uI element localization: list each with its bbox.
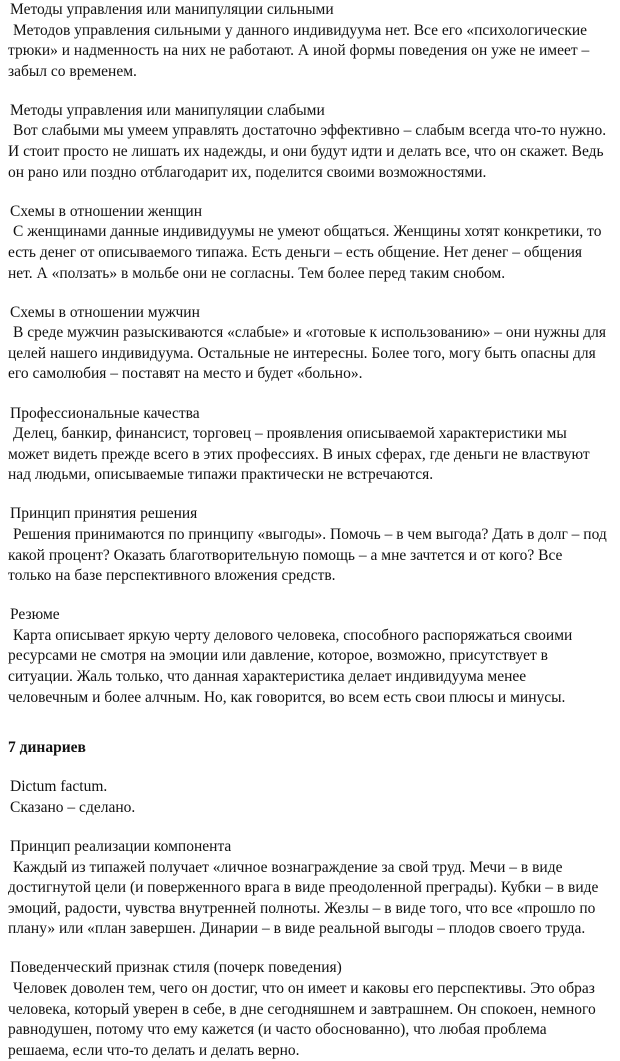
section-heading: Схемы в отношении женщин: [10, 202, 203, 220]
section-heading: Поведенческий признак стиля (почерк поведения): [10, 959, 342, 977]
section-heading: Методы управления или манипуляции слабыми: [10, 101, 325, 119]
section-paragraph: Карта описывает яркую черту делового человека, способного распоряжаться своими ресурсами не смотря на эмоции или давление, которое, возможно, присутствует в ситуации. Жаль только, что данная характеристика делает индивидуума менее человечным и более алчным. Но, как говорится, во всем есть свои плюсы и минусы.: [8, 626, 573, 706]
section-heading: Профессиональные качества: [10, 404, 200, 422]
section-summary: [0, 605, 620, 708]
section-paragraph: Делец, банкир, финансист, торговец – проявления описываемой характеристики мы может видеть прежде всего в этих профессиях. В иных сферах, где деньги не властвуют над людьми, описываемые типажи практически не встречаются.: [8, 425, 590, 484]
section-decision: [0, 504, 620, 586]
section-paragraph: Решения принимаются по принципу «выгоды». Помочь – в чем выгода? Дать в долг – под какой процент? Оказать благотворительную помощь – а мне зачтется и от кого? Все только на базе перспективного вложения средств.: [8, 525, 607, 585]
section-heading: Резюме: [10, 606, 60, 624]
chapter-title: 7 динариев: [8, 739, 86, 757]
section-paragraph: В среде мужчин разыскиваются «слабые» и «готовые к использованию» – они нужны для целей нашего индивидуума. Остальные не интересны. Более того, могу быть опасны для его самолюбия – поставят на место и будет «больно».: [8, 324, 606, 383]
section-paragraph: С женщинами данные индивидуумы не умеют общаться. Женщины хотят конкретики, то есть денег от описываемого типажа. Есть деньги – есть общение. Нет денег – общения нет. А «ползать» в мольбе они не согласны. Тем более перед таким снобом.: [8, 223, 602, 282]
motto-russian: Сказано – сделано.: [10, 798, 136, 816]
section-manipulating-strong: [0, 0, 620, 82]
section-realization-principle: [0, 837, 620, 940]
section-paragraph: Вот слабыми мы умеем управлять достаточно эффективно – слабым всегда что-то нужно. И стоит просто не лишать их надежды, и они будут идти и делать все, что он скажет. Ведь он рано или поздно отблагодарит их, поделится своими возможностями.: [8, 122, 607, 181]
section-heading: Методы управления или манипуляции сильными: [10, 1, 334, 18]
section-behavior-style: [0, 958, 620, 1061]
section-heading: Принцип реализации компонента: [10, 838, 232, 855]
section-professional: [0, 404, 620, 486]
section-paragraph: Каждый из типажей получает «личное вознаграждение за свой труд. Мечи – в виде достигнутой цели (и поверженного врага в виде преодоленной преграды). Кубки – в виде эмоций, радости, чувства внутренней полноты. Жезлы – в виде того, что все «прошло по плану» или «план завершен. Динарии – в виде реальной выгоды – плодов своего труда.: [8, 858, 599, 938]
section-women: [0, 202, 620, 284]
section-heading: Схемы в отношении мужчин: [10, 303, 200, 321]
section-heading: Принцип принятия решения: [10, 505, 198, 523]
section-men: [0, 303, 620, 385]
section-manipulating-weak: [0, 101, 620, 183]
section-paragraph: Методов управления сильными у данного индивидуума нет. Все его «психологические трюки» и надменность на них не работают. А иной формы поведения он уже не имеет – забыл со временем.: [8, 21, 590, 80]
section-paragraph: Человек доволен тем, чего он достиг, что он имеет и каковы его перспективы. Это образ человека, который уверен в себе, в дне сегодняшнем и завтрашнем. Он спокоен, немного равнодушен, потому что ему кажется (и часто обоснованно), что любая проблема решаема, если что-то делать и делать верно.: [8, 980, 596, 1059]
motto-latin: Dictum factum.: [10, 778, 108, 796]
